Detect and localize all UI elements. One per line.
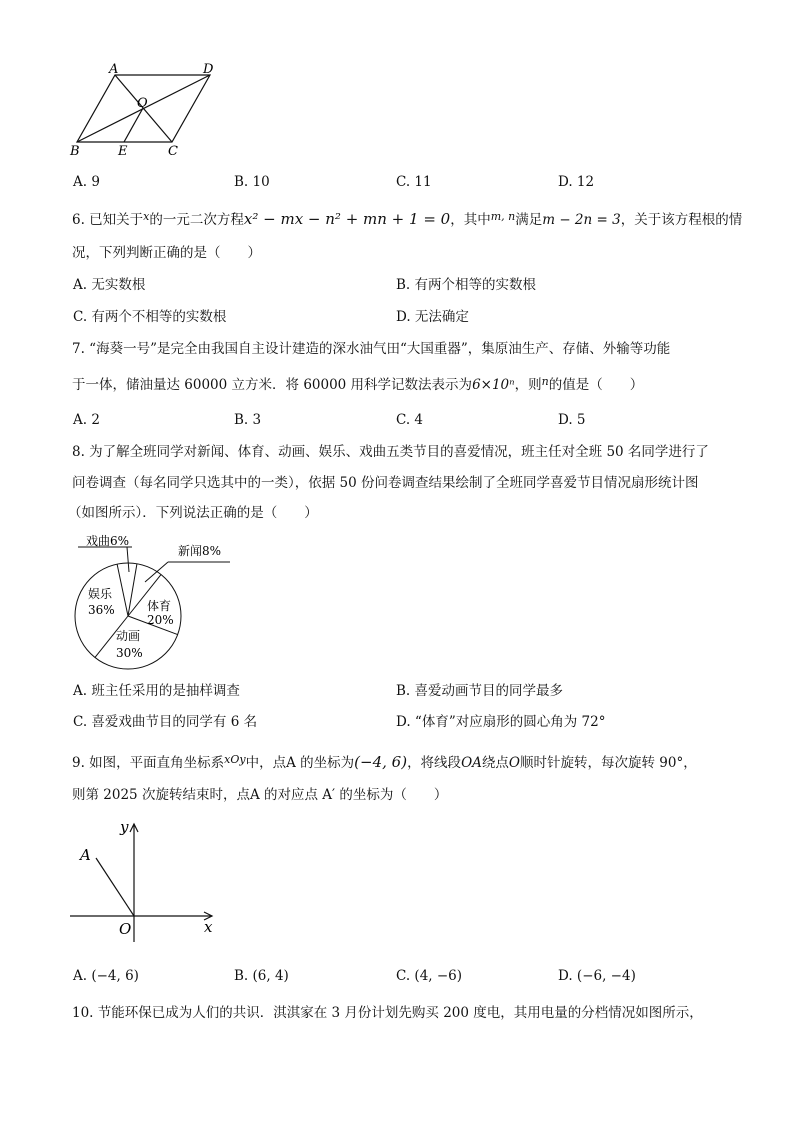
leader-xiqu-v <box>127 547 129 572</box>
label-point-a: A <box>80 846 91 864</box>
q6-option-b: B. 有两个相等的实数根 <box>396 277 537 293</box>
q5-option-d: D. 12 <box>558 174 595 190</box>
q5-option-a: A. 9 <box>73 174 100 190</box>
q8-option-b: B. 喜爱动画节目的同学最多 <box>396 683 564 699</box>
q8-stem-line1: 8. 为了解全班同学对新闻、体育、动画、娱乐、戏曲五类节目的喜爱情况，班主任对全班 50 名同学进行了 <box>72 444 709 460</box>
pie-slice-boundary-0 <box>117 564 128 616</box>
label-yule-pct: 36% <box>88 603 115 617</box>
label-a: A <box>109 62 119 77</box>
label-y-axis: y <box>120 818 129 836</box>
pie-chart <box>60 530 250 670</box>
label-tiyu: 体育 <box>147 599 172 613</box>
label-yule: 娱乐 <box>88 587 113 601</box>
q9-option-b: B. (6, 4) <box>234 968 289 984</box>
q5-option-b: B. 10 <box>234 174 270 190</box>
q5-option-c: C. 11 <box>396 174 432 190</box>
q9-option-c: C. (4, −6) <box>396 968 463 984</box>
q6-stem-line2: 况，下列判断正确的是（ ） <box>72 245 261 261</box>
label-e: E <box>118 144 128 159</box>
q6-option-d: D. 无法确定 <box>396 309 469 325</box>
label-origin: O <box>119 920 132 938</box>
label-d: D <box>203 62 214 77</box>
q8-option-a: A. 班主任采用的是抽样调查 <box>73 683 240 699</box>
label-c: C <box>168 144 178 159</box>
q7-option-c: C. 4 <box>396 412 424 428</box>
label-donghua-pct: 30% <box>116 646 143 660</box>
q9-stem-line1: 9. 如图，平面直角坐标系$^{xOy}$中，点A 的坐标为(−4, 6)，将线段OA绕点O顺时针旋转，每次旋转 90°， <box>72 753 697 771</box>
label-x-axis: x <box>204 918 213 936</box>
q9-stem-line2: 则第 2025 次旋转结束时，点A 的对应点 A′ 的坐标为（ ） <box>72 787 448 803</box>
label-xinwen: 新闻8% <box>178 544 222 558</box>
q7-option-a: A. 2 <box>73 412 100 428</box>
q7-option-d: D. 5 <box>558 412 586 428</box>
q6-option-a: A. 无实数根 <box>73 277 146 293</box>
q6-option-c: C. 有两个不相等的实数根 <box>73 309 227 325</box>
q8-stem-line3: （如图所示）．下列说法正确的是（ ） <box>68 505 318 521</box>
label-donghua: 动画 <box>116 629 141 643</box>
q8-option-d: D. “体育”对应扇形的圆心角为 72° <box>396 714 606 730</box>
q6-stem-line1: 6. 已知关于$^x$的一元二次方程x² − mx − n² + mn + 1 = 0，其中$^{m, n}$满足m − 2n = 3，关于该方程根的情 <box>72 210 743 228</box>
label-b: B <box>70 144 80 159</box>
segment-oa <box>96 858 134 916</box>
q7-stem-line1: 7. “海葵一号”是完全由我国自主设计建造的深水油气田“大国重器”，集原油生产、存储、外输等功能 <box>72 341 671 357</box>
parallelogram-figure <box>60 62 230 162</box>
q8-stem-line2: 问卷调查（每名同学只选其中的一类），依据 50 份问卷调查结果绘制了全班同学喜爱节目情况扇形统计图 <box>72 475 699 491</box>
q9-option-d: D. (−6, −4) <box>558 968 636 984</box>
q9-option-a: A. (−4, 6) <box>73 968 139 984</box>
coordinate-figure <box>64 814 234 944</box>
label-xiqu: 戏曲6% <box>86 534 130 548</box>
q10-stem-line1: 10. 节能环保已成为人们的共识．淇淇家在 3 月份计划先购买 200 度电，其用电量的分档情况如图所示， <box>72 1005 703 1021</box>
label-o: O <box>137 96 148 111</box>
q7-stem-line2: 于一体，储油量达 60000 立方米．将 60000 用科学记数法表示为6×10ⁿ，则$^n$的值是（ ） <box>72 375 644 393</box>
leader-xinwen-v <box>145 562 168 582</box>
q7-option-b: B. 3 <box>234 412 262 428</box>
label-tiyu-pct: 20% <box>147 613 174 627</box>
q8-option-c: C. 喜爱戏曲节目的同学有 6 名 <box>73 714 258 730</box>
